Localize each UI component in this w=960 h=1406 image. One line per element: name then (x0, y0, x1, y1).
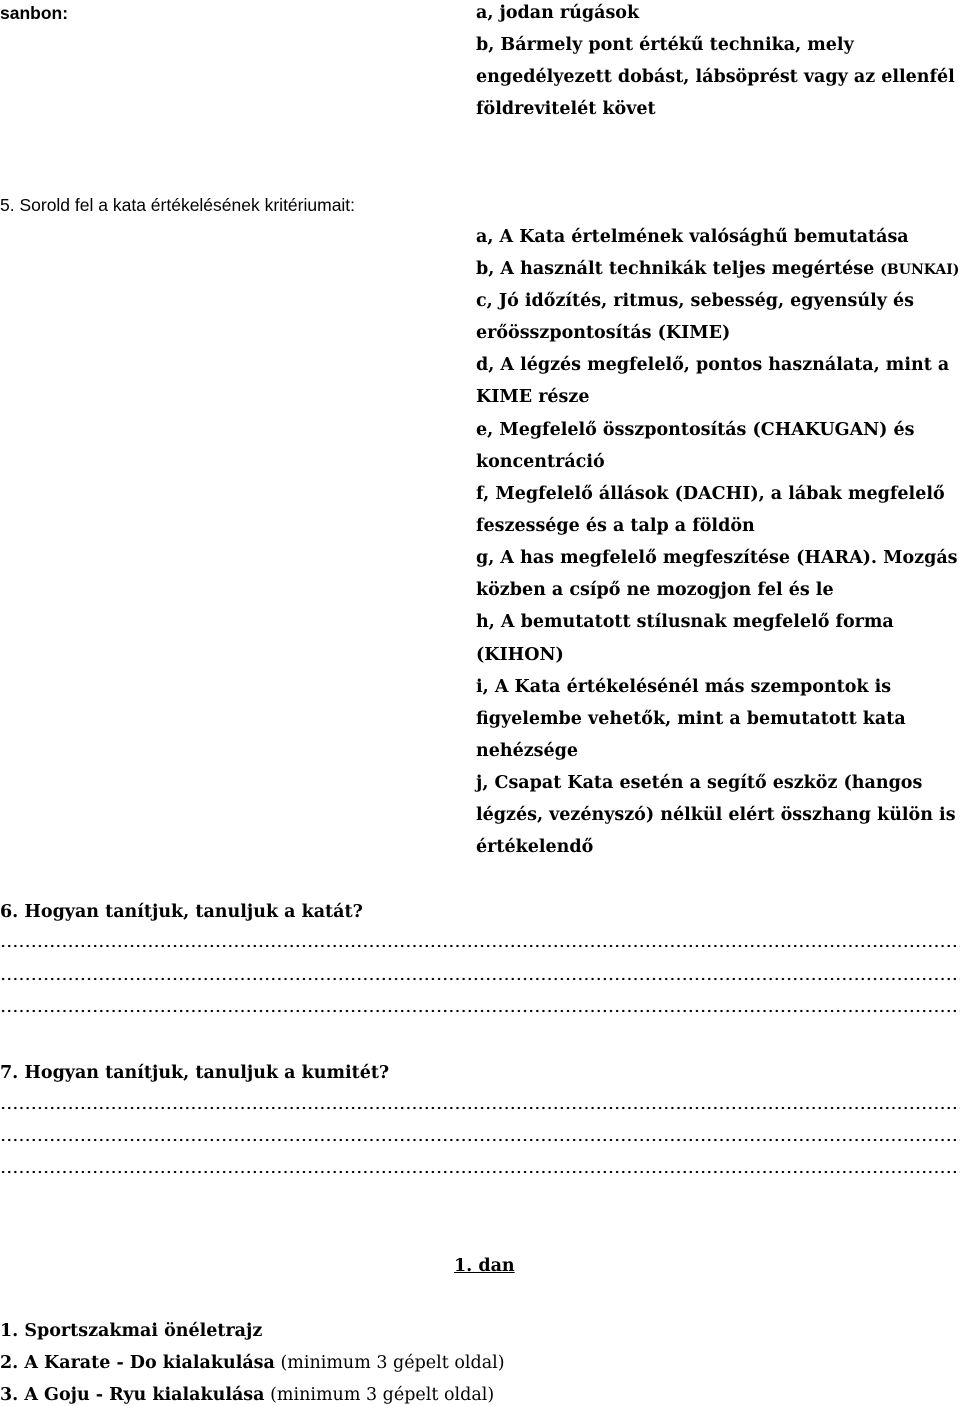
kata-criterion-f: f, Megfelelő állások (DACHI), a lábak megfelelő (476, 484, 945, 504)
kata-criterion-a: a, A Kata értelmének valósághű bemutatása (476, 227, 909, 247)
sanbon-answer-a: a, jodan rúgások (476, 3, 640, 23)
kata-criterion-e-cont: koncentráció (476, 452, 605, 472)
dan-requirement-title: 2. A Karate - Do kialakulása (0, 1353, 275, 1373)
dan-requirement-2 (0, 1352, 505, 1374)
kata-criterion-h: h, A bemutatott stílusnak megfelelő forma (476, 612, 894, 632)
dan-heading: 1. dan (454, 1256, 515, 1276)
kata-criterion-i-cont2: nehézsége (476, 741, 579, 761)
kata-criterion-j-cont2: értékelendő (476, 837, 594, 857)
kata-criterion-i: i, A Kata értékelésénél más szempontok is (476, 677, 892, 697)
question-6: 6. Hogyan tanítjuk, tanuljuk a katát? (0, 902, 363, 922)
answer-line (0, 1009, 960, 1013)
dan-requirement-note: (minimum 3 gépelt oldal) (264, 1385, 495, 1405)
question-5: 5. Sorold fel a kata értékelésének kritériumait: (0, 195, 356, 215)
kata-criterion-f-cont: feszessége és a talp a földön (476, 516, 755, 536)
kata-criterion-d: d, A légzés megfelelő, pontos használata, mint a (476, 355, 950, 375)
kata-criterion-b (476, 258, 959, 281)
kata-criterion-j-cont1: légzés, vezényszó) nélkül elért összhang külön is (476, 805, 956, 825)
answer-line (0, 1170, 960, 1174)
kata-criterion-i-cont1: figyelembe vehetők, mint a bemutatott kata (476, 709, 906, 729)
dan-requirement-3 (0, 1384, 494, 1406)
kata-criterion-j: j, Csapat Kata esetén a segítő eszköz (hangos (476, 773, 923, 793)
sanbon-label: sanbon: (0, 3, 69, 23)
dan-requirement-1 (0, 1320, 262, 1342)
answer-line (0, 1138, 960, 1142)
answer-line (0, 977, 960, 981)
dan-requirement-title: 1. Sportszakmai önéletrajz (0, 1321, 263, 1341)
kata-criterion-b-text: b, A használt technikák teljes megértése (476, 259, 875, 279)
sanbon-answer-b-cont2: földrevitelét követ (476, 99, 656, 119)
kata-criterion-g-cont: közben a csípő ne mozogjon fel és le (476, 580, 834, 600)
kata-criterion-e: e, Megfelelő összpontosítás (CHAKUGAN) és (476, 420, 915, 440)
sanbon-answer-b-cont1: engedélyezett dobást, lábsöprést vagy az ellenfél (476, 67, 955, 87)
dan-requirement-note: (minimum 3 gépelt oldal) (274, 1353, 505, 1373)
kata-criterion-d-cont: KIME része (476, 387, 590, 407)
kata-criterion-g: g, A has megfelelő megfeszítése (HARA). Mozgás (476, 548, 958, 568)
dan-requirement-title: 3. A Goju - Ryu kialakulása (0, 1385, 265, 1405)
kata-criterion-c: c, Jó időzítés, ritmus, sebesség, egyensúly és (476, 291, 914, 311)
bunkai-term: (BUNKAI) (880, 262, 960, 278)
answer-line (0, 1106, 960, 1110)
kata-criterion-h-cont: (KIHON) (476, 645, 564, 665)
answer-line (0, 944, 960, 948)
question-7: 7. Hogyan tanítjuk, tanuljuk a kumitét? (0, 1063, 390, 1083)
kata-criterion-c-cont: erőösszpontosítás (KIME) (476, 323, 731, 343)
sanbon-answer-b: b, Bármely pont értékű technika, mely (476, 35, 854, 55)
